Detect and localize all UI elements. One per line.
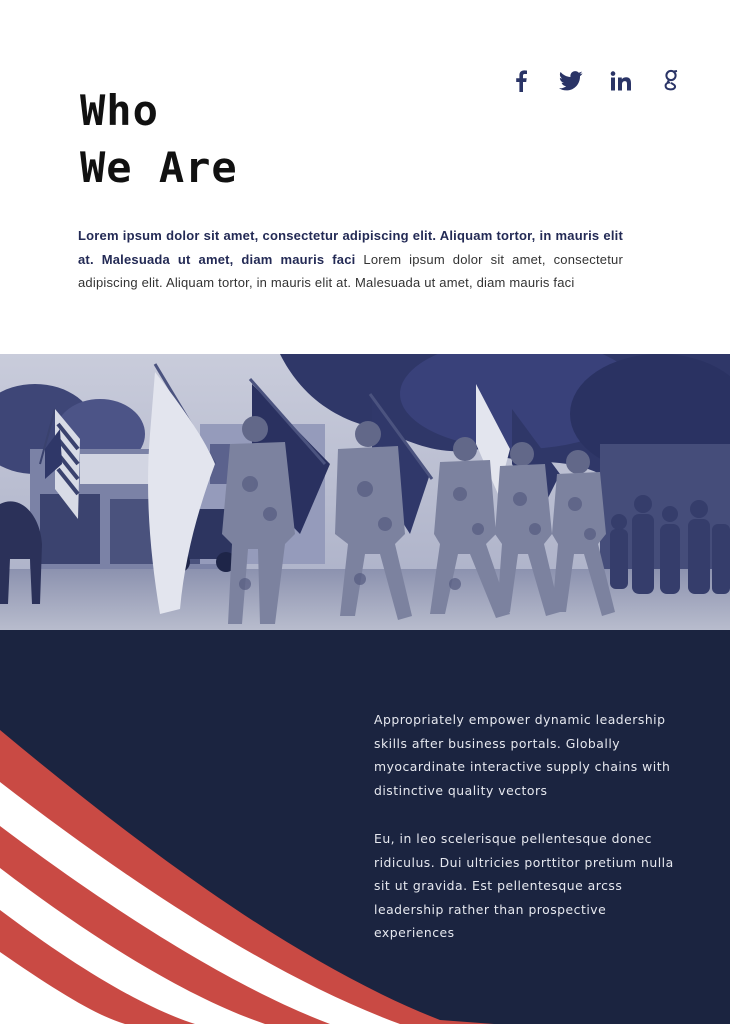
body-paragraph-1: Appropriately empower dynamic leadership skills after business portals. Globally myocardinate interactive supply chains with distinctive quality vectors bbox=[374, 712, 671, 798]
intro-regular-text: Lorem ipsum dolor sit amet, consectetur adipiscing elit. Aliquam tortor, in mauris elit at. Malesuada ut amet, diam mauris faci bbox=[78, 251, 623, 290]
title-line-1: Who bbox=[80, 86, 159, 135]
parade-photo bbox=[0, 354, 730, 630]
body-paragraph-2: Eu, in leo scelerisque pellentesque donec ridiculus. Dui ultricies porttitor pretium nulla sit ut gravida. Est pellentesque arcss leadership rather than prospective experiences bbox=[374, 831, 674, 940]
page-title bbox=[80, 82, 238, 196]
linkedin-icon[interactable] bbox=[596, 66, 646, 96]
google-plus-icon[interactable] bbox=[646, 66, 696, 96]
intro-paragraph bbox=[78, 224, 623, 295]
twitter-icon[interactable] bbox=[546, 66, 596, 96]
social-links bbox=[496, 66, 696, 96]
intro-bold-text: Lorem ipsum dolor sit amet, consectetur adipiscing elit. Aliquam tortor, in mauris elit at. Malesuada ut amet, diam mauris faci bbox=[78, 228, 623, 267]
facebook-icon[interactable] bbox=[496, 66, 546, 96]
title-line-2: We Are bbox=[80, 143, 238, 192]
